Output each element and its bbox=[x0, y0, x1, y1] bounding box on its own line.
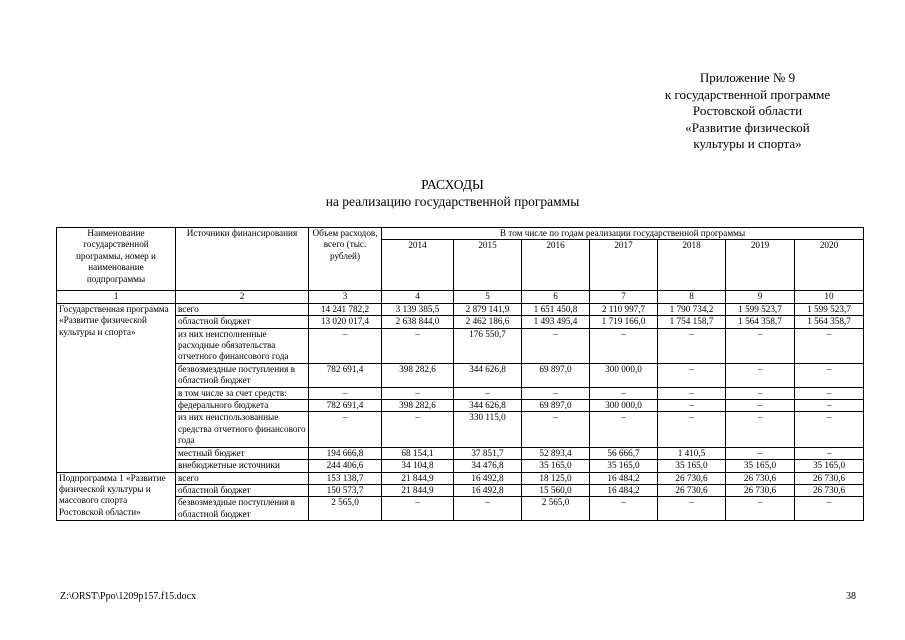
expenses-table bbox=[56, 227, 864, 521]
funding-source-cell: внебюджетные источники bbox=[176, 460, 309, 472]
header-year: 2018 bbox=[658, 240, 726, 291]
table-row bbox=[57, 316, 864, 328]
program-name-cell: Государственная программа «Развитие физической культуры и спорта» bbox=[57, 303, 176, 472]
amount-cell: 176 550,7 bbox=[454, 328, 522, 363]
amount-cell: – bbox=[726, 447, 795, 459]
amount-cell: – bbox=[658, 497, 726, 521]
funding-source-cell: федерального бюджета bbox=[176, 400, 309, 412]
amount-cell: 34 476,8 bbox=[454, 460, 522, 472]
table-row bbox=[57, 447, 864, 459]
amount-cell: 35 165,0 bbox=[795, 460, 864, 472]
amount-cell: 2 462 186,6 bbox=[454, 316, 522, 328]
amount-cell: – bbox=[454, 387, 522, 399]
amount-cell: 69 897,0 bbox=[522, 400, 590, 412]
funding-source-cell: местный бюджет bbox=[176, 447, 309, 459]
amount-cell: 1 754 158,7 bbox=[658, 316, 726, 328]
table-row bbox=[57, 412, 864, 447]
col-number: 10 bbox=[795, 291, 864, 303]
amount-cell: 2 110 997,7 bbox=[590, 303, 658, 315]
table-row bbox=[57, 497, 864, 521]
amount-cell: – bbox=[726, 412, 795, 447]
amount-cell: 2 879 141,9 bbox=[454, 303, 522, 315]
funding-source-cell: всего bbox=[176, 303, 309, 315]
col-number: 4 bbox=[382, 291, 454, 303]
appendix-line: к государственной программе bbox=[664, 86, 831, 102]
amount-cell: 21 844,9 bbox=[382, 484, 454, 496]
table-row bbox=[57, 400, 864, 412]
amount-cell: 26 730,6 bbox=[726, 472, 795, 484]
amount-cell: 1 651 450,8 bbox=[522, 303, 590, 315]
amount-cell: 1 790 734,2 bbox=[658, 303, 726, 315]
appendix-line: культуры и спорта» bbox=[693, 136, 802, 151]
amount-cell: – bbox=[309, 328, 382, 363]
amount-cell: 26 730,6 bbox=[726, 484, 795, 496]
amount-cell: 194 666,8 bbox=[309, 447, 382, 459]
col-number: 7 bbox=[590, 291, 658, 303]
header-year: 2020 bbox=[795, 240, 864, 291]
table-row bbox=[57, 472, 864, 484]
amount-cell: 35 165,0 bbox=[658, 460, 726, 472]
funding-source-cell: безвозмездные поступления в областной бюджет bbox=[176, 497, 309, 521]
amount-cell: 1 719 166,0 bbox=[590, 316, 658, 328]
table-row bbox=[57, 328, 864, 363]
amount-cell: – bbox=[522, 387, 590, 399]
col-number: 5 bbox=[454, 291, 522, 303]
amount-cell: 26 730,6 bbox=[795, 472, 864, 484]
amount-cell: 330 115,0 bbox=[454, 412, 522, 447]
table-row bbox=[57, 363, 864, 387]
amount-cell: – bbox=[795, 447, 864, 459]
col-number: 9 bbox=[726, 291, 795, 303]
subprogram-name-cell: Подпрограмма 1 «Развитие физической культуры и массового спорта Ростовской области» bbox=[57, 472, 176, 521]
column-numbers-row bbox=[57, 291, 864, 303]
amount-cell: – bbox=[454, 497, 522, 521]
col-number: 1 bbox=[57, 291, 176, 303]
document-title bbox=[0, 176, 905, 210]
amount-cell: 1 410,5 bbox=[658, 447, 726, 459]
funding-source-cell: из них неиспользованные средства отчетного финансового года bbox=[176, 412, 309, 447]
amount-cell: 35 165,0 bbox=[590, 460, 658, 472]
amount-cell: 300 000,0 bbox=[590, 400, 658, 412]
amount-cell: 35 165,0 bbox=[726, 460, 795, 472]
header-year: 2019 bbox=[726, 240, 795, 291]
amount-cell: 16 492,8 bbox=[454, 472, 522, 484]
amount-cell: – bbox=[382, 412, 454, 447]
appendix-line: Ростовской области bbox=[692, 103, 803, 118]
amount-cell: 2 565,0 bbox=[522, 497, 590, 521]
amount-cell: 1 493 495,4 bbox=[522, 316, 590, 328]
header-year: 2015 bbox=[454, 240, 522, 291]
amount-cell: – bbox=[795, 412, 864, 447]
amount-cell: 16 492,8 bbox=[454, 484, 522, 496]
title-main: РАСХОДЫ bbox=[421, 177, 484, 192]
amount-cell: 2 638 844,0 bbox=[382, 316, 454, 328]
amount-cell: 153 138,7 bbox=[309, 472, 382, 484]
col-number: 6 bbox=[522, 291, 590, 303]
amount-cell: 398 282,6 bbox=[382, 363, 454, 387]
amount-cell: 34 104,8 bbox=[382, 460, 454, 472]
amount-cell: 15 560,0 bbox=[522, 484, 590, 496]
amount-cell: 18 125,0 bbox=[522, 472, 590, 484]
table-row bbox=[57, 460, 864, 472]
amount-cell: 398 282,6 bbox=[382, 400, 454, 412]
amount-cell: – bbox=[795, 387, 864, 399]
amount-cell: 244 406,6 bbox=[309, 460, 382, 472]
amount-cell: 344 626,8 bbox=[454, 400, 522, 412]
header-row bbox=[57, 228, 864, 240]
amount-cell: – bbox=[658, 387, 726, 399]
col-number: 3 bbox=[309, 291, 382, 303]
header-year: 2017 bbox=[590, 240, 658, 291]
amount-cell: – bbox=[522, 412, 590, 447]
amount-cell: – bbox=[590, 412, 658, 447]
amount-cell: – bbox=[795, 363, 864, 387]
amount-cell: 56 666,7 bbox=[590, 447, 658, 459]
amount-cell: – bbox=[309, 412, 382, 447]
amount-cell: 344 626,8 bbox=[454, 363, 522, 387]
amount-cell: 69 897,0 bbox=[522, 363, 590, 387]
amount-cell: 26 730,6 bbox=[658, 484, 726, 496]
header-volume: Объем расходов, всего (тыс. рублей) bbox=[309, 228, 382, 291]
footer-file-path: Z:\ORST\Ppo\1209p157.f15.docx bbox=[60, 591, 197, 602]
amount-cell: – bbox=[658, 328, 726, 363]
amount-cell: – bbox=[382, 387, 454, 399]
amount-cell: – bbox=[590, 328, 658, 363]
amount-cell: – bbox=[658, 363, 726, 387]
amount-cell: – bbox=[795, 400, 864, 412]
header-name: Наименование государственной программы, номер и наименование подпрограммы bbox=[57, 228, 176, 291]
funding-source-cell: в том числе за счет средств: bbox=[176, 387, 309, 399]
amount-cell: 2 565,0 bbox=[309, 497, 382, 521]
amount-cell: 13 020 017,4 bbox=[309, 316, 382, 328]
funding-source-cell: всего bbox=[176, 472, 309, 484]
amount-cell: – bbox=[726, 400, 795, 412]
funding-source-cell: из них неисполненные расходные обязательства отчетного финансового года bbox=[176, 328, 309, 363]
amount-cell: – bbox=[726, 497, 795, 521]
amount-cell: 1 564 358,7 bbox=[726, 316, 795, 328]
amount-cell: 68 154,1 bbox=[382, 447, 454, 459]
amount-cell: 52 893,4 bbox=[522, 447, 590, 459]
appendix-header bbox=[620, 70, 875, 153]
header-years-group: В том числе по годам реализации государственной программы bbox=[382, 228, 864, 240]
funding-source-cell: областной бюджет bbox=[176, 484, 309, 496]
amount-cell: 26 730,6 bbox=[658, 472, 726, 484]
amount-cell: – bbox=[590, 387, 658, 399]
amount-cell: 150 573,7 bbox=[309, 484, 382, 496]
header-year: 2014 bbox=[382, 240, 454, 291]
amount-cell: – bbox=[590, 497, 658, 521]
amount-cell: 16 484,2 bbox=[590, 472, 658, 484]
header-year: 2016 bbox=[522, 240, 590, 291]
table-row bbox=[57, 484, 864, 496]
appendix-line: «Развитие физической bbox=[685, 119, 810, 135]
amount-cell: 37 851,7 bbox=[454, 447, 522, 459]
amount-cell: 21 844,9 bbox=[382, 472, 454, 484]
amount-cell: 16 484,2 bbox=[590, 484, 658, 496]
amount-cell: – bbox=[309, 387, 382, 399]
funding-source-cell: областной бюджет bbox=[176, 316, 309, 328]
header-source: Источники финансирования bbox=[176, 228, 309, 291]
amount-cell: 1 599 523,7 bbox=[726, 303, 795, 315]
title-sub: на реализацию государственной программы bbox=[325, 194, 580, 209]
amount-cell: 1 564 358,7 bbox=[795, 316, 864, 328]
amount-cell: 26 730,6 bbox=[795, 484, 864, 496]
amount-cell: 14 241 782,2 bbox=[309, 303, 382, 315]
amount-cell: – bbox=[726, 363, 795, 387]
amount-cell: – bbox=[726, 387, 795, 399]
amount-cell: 300 000,0 bbox=[590, 363, 658, 387]
amount-cell: – bbox=[658, 412, 726, 447]
amount-cell: – bbox=[795, 497, 864, 521]
table-row bbox=[57, 387, 864, 399]
amount-cell: – bbox=[658, 400, 726, 412]
amount-cell: 3 139 385,5 bbox=[382, 303, 454, 315]
col-number: 2 bbox=[176, 291, 309, 303]
amount-cell: – bbox=[795, 328, 864, 363]
footer-page-number: 38 bbox=[846, 591, 856, 602]
amount-cell: 782 691,4 bbox=[309, 363, 382, 387]
col-number: 8 bbox=[658, 291, 726, 303]
amount-cell: – bbox=[382, 497, 454, 521]
amount-cell: 35 165,0 bbox=[522, 460, 590, 472]
amount-cell: 1 599 523,7 bbox=[795, 303, 864, 315]
appendix-line: Приложение № 9 bbox=[699, 70, 796, 85]
funding-source-cell: безвозмездные поступления в областной бюджет bbox=[176, 363, 309, 387]
amount-cell: 782 691,4 bbox=[309, 400, 382, 412]
amount-cell: – bbox=[382, 328, 454, 363]
amount-cell: – bbox=[726, 328, 795, 363]
table-row bbox=[57, 303, 864, 315]
amount-cell: – bbox=[522, 328, 590, 363]
